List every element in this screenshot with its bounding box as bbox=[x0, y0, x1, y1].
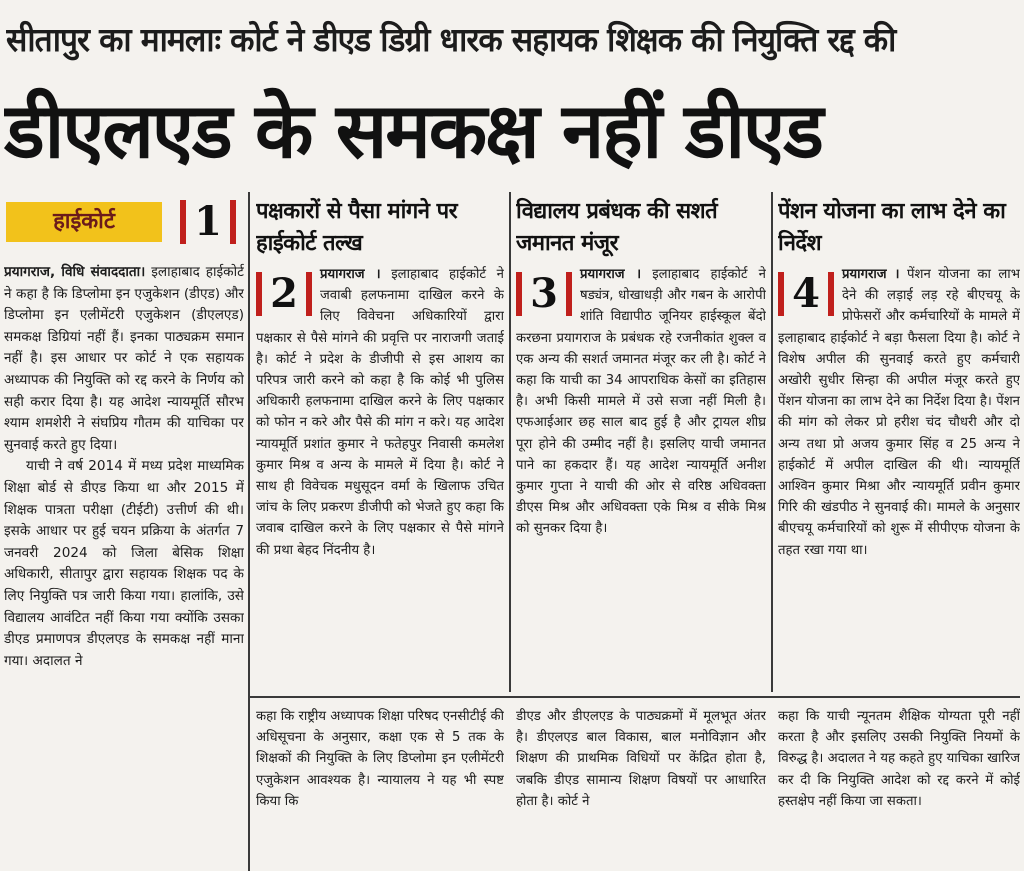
story-body bbox=[516, 264, 766, 540]
story-number: 4 bbox=[778, 268, 834, 320]
bottom-divider bbox=[250, 696, 1020, 698]
story-number: 2 bbox=[256, 268, 312, 320]
story-heading: विद्यालय प्रबंधक की सशर्त जमानत मंजूर bbox=[516, 199, 718, 256]
story-4 bbox=[778, 196, 1020, 691]
main-story-continuation: कहा कि राष्ट्रीय अध्यापक शिक्षा परिषद एनसीटीई की अधिसूचना के अनुसार, कक्षा एक से 5 तक के शिक्षकों की नियुक्ति के लिए डिप्लोमा इन एलीमेंटरी एजुकेशन आवश्यक है। न्यायालय ने यह भी स्पष्ट किया कि bbox=[256, 709, 504, 809]
story-number: 1 bbox=[180, 196, 236, 248]
story-heading: पेंशन योजना का लाभ देने का निर्देश bbox=[778, 199, 1006, 256]
dateline: प्रयागराज । bbox=[580, 267, 642, 282]
paragraph: इलाहाबाद हाईकोर्ट ने षड्यंत्र, धोखाधड़ी और गबन के आरोपी शांति विद्यापीठ जूनियर हाईस्कूल बेंदो करछना प्रयागराज के प्रबंधक रहे रजनीकांत शुक्ल व एक अन्य की सशर्त जमानत मंजूर कर ली है। कोर्ट ने कहा कि याची का 34 आपराधिक केसों का इतिहास है। अभी किसी मामले में उसे सजा नहीं मिली है। एफआईआर छह साल बाद हुई है और ट्रायल शीघ्र पूरा होने की उम्मीद नहीं है। इसलिए याची जमानत पाने का हकदार हैं। यह आदेश न्यायमूर्ति अनीश कुमार गुप्ता ने याची की ओर से वरिष्ठ अधिवक्ता डीएस मिश्र और अधिवक्ता एके मिश्र व सीके मिश्र को सुनकर दिया है। bbox=[516, 267, 766, 537]
story-heading: पक्षकारों से पैसा मांगने पर हाईकोर्ट तल्ख bbox=[256, 199, 458, 256]
story-main bbox=[4, 196, 244, 871]
main-story-continuation: कहा कि याची न्यूनतम शैक्षिक योग्यता पूरी नहीं करता है और इसलिए उसकी नियुक्ति नियमों के विरुद्ध है। अदालत ने यह कहते हुए याचिका खारिज कर दी कि नियुक्ति आदेश को रद्द करने में कोई हस्तक्षेप नहीं किया जा सकता। bbox=[778, 709, 1020, 809]
column-divider bbox=[771, 192, 773, 692]
story-body bbox=[256, 264, 504, 561]
column-divider bbox=[509, 192, 511, 692]
section-badge: हाईकोर्ट bbox=[6, 202, 162, 242]
story-2 bbox=[256, 196, 504, 691]
story-main-body bbox=[4, 262, 244, 672]
main-headline: डीएलएड के समकक्ष नहीं डीएड bbox=[4, 86, 822, 175]
main-story-continuation: डीएड और डीएलएड के पाठ्यक्रमों में मूलभूत अंतर है। डीएलएड बाल विकास, बाल मनोविज्ञान और शिक्षण की प्राथमिक विधियों पर केंद्रित होता है, जबकि डीएड सामान्य शिक्षण विषयों पर आधारित होता है। कोर्ट ने bbox=[516, 709, 766, 809]
story-3 bbox=[516, 196, 766, 691]
story-number: 3 bbox=[516, 268, 572, 320]
paragraph: पेंशन योजना का लाभ देने की लड़ाई लड़ रहे बीएचयू के प्रोफेसरों और कर्मचारियों के मामले में इलाहाबाद हाईकोर्ट ने बड़ा फैसला दिया है। कोर्ट ने विशेष अपील की सुनवाई करते हुए कर्मचारी अखोरी सुधीर सिन्हा की अपील मंजूर करते हुए पेंशन योजना का लाभ देने का निर्देश दिया है। पेंशन की मांग को लेकर प्रो हरीश चंद चौधरी और दो अन्य तथा प्रो अजय कुमार सिंह व 25 अन्य ने हाईकोर्ट में अपील दाखिल की थी। न्यायमूर्ति आश्विन कुमार मिश्रा और न्यायमूर्ति प्रवीन कुमार गिरि की खंडपीठ ने सुनवाई की। मामले के अनुसार बीएचयू कर्मचारियों को शुरू में सीपीएफ योजना के तहत रखा गया था। bbox=[778, 267, 1020, 558]
story-body bbox=[778, 264, 1020, 561]
paragraph: इलाहाबाद हाईकोर्ट ने कहा है कि डिप्लोमा इन एजुकेशन (डीएड) और डिप्लोमा इन एलीमेंटरी एजुकेशन (डीएलएड) समकक्ष डिग्रियां नहीं हैं। इनका पाठ्यक्रम समान नहीं है। इस आधार पर कोर्ट ने एक सहायक अध्यापक की नियुक्ति को रद्द करने के निर्णय को सही करार दिया है। यह आदेश न्यायमूर्ति सौरभ श्याम शमशेरी ने संघप्रिय गौतम की याचिका पर सुनवाई करते हुए दिया। bbox=[4, 264, 244, 453]
kicker-line: सीतापुर का मामलाः कोर्ट ने डीएड डिग्री धारक सहायक शिक्षक की नियुक्ति रद्द की bbox=[6, 20, 896, 59]
dateline: प्रयागराज । bbox=[842, 267, 900, 282]
column-divider bbox=[248, 192, 250, 871]
dateline: प्रयागराज । bbox=[320, 267, 381, 282]
dateline: प्रयागराज, विधि संवाददाता। bbox=[4, 264, 146, 280]
paragraph: इलाहाबाद हाईकोर्ट ने जवाबी हलफनामा दाखिल करने के लिए विवेचना अधिकारियों द्वारा पक्षकार से पैसे मांगने की प्रवृत्ति पर नाराजगी जताई है। कोर्ट ने प्रदेश के डीजीपी से इस आशय का परिपत्र जारी करने को कहा है कि कोई भी पुलिस अधिकारी हलफनामा दाखिल करने के लिए पक्षकार को फोन न करे और पैसे की मांग न करे। यह आदेश न्यायमूर्ति प्रशांत कुमार ने फतेहपुर निवासी कमलेश कुमार मिश्र व अन्य के मामले में दिया है। कोर्ट ने साथ ही विवेचक मधुसूदन वर्मा के खिलाफ उचित जांच के लिए प्रकरण डीजीपी को भेजते हुए कहा कि जवाब दाखिल करने के लिए पक्षकार से पैसे मांगने की प्रथा बेहद निंदनीय है। bbox=[256, 267, 504, 558]
paragraph: याची ने वर्ष 2014 में मध्य प्रदेश माध्यमिक शिक्षा बोर्ड से डीएड किया था और 2015 में शिक्षक पात्रता परीक्षा (टीईटी) उत्तीर्ण की थी।इसके आधार पर हुई चयन प्रक्रिया के अंतर्गत 7 जनवरी 2024 को जिला बेसिक शिक्षा अधिकारी, सीतापुर द्वारा सहायक शिक्षक पद के लिए नियुक्ति पत्र जारी किया गया। हालांकि, उसे विद्यालय आवंटित नहीं किया गया क्योंकि उसका डीएड प्रमाणपत्र डीएलएड के समकक्ष नहीं माना गया। अदालत ने bbox=[4, 458, 244, 669]
